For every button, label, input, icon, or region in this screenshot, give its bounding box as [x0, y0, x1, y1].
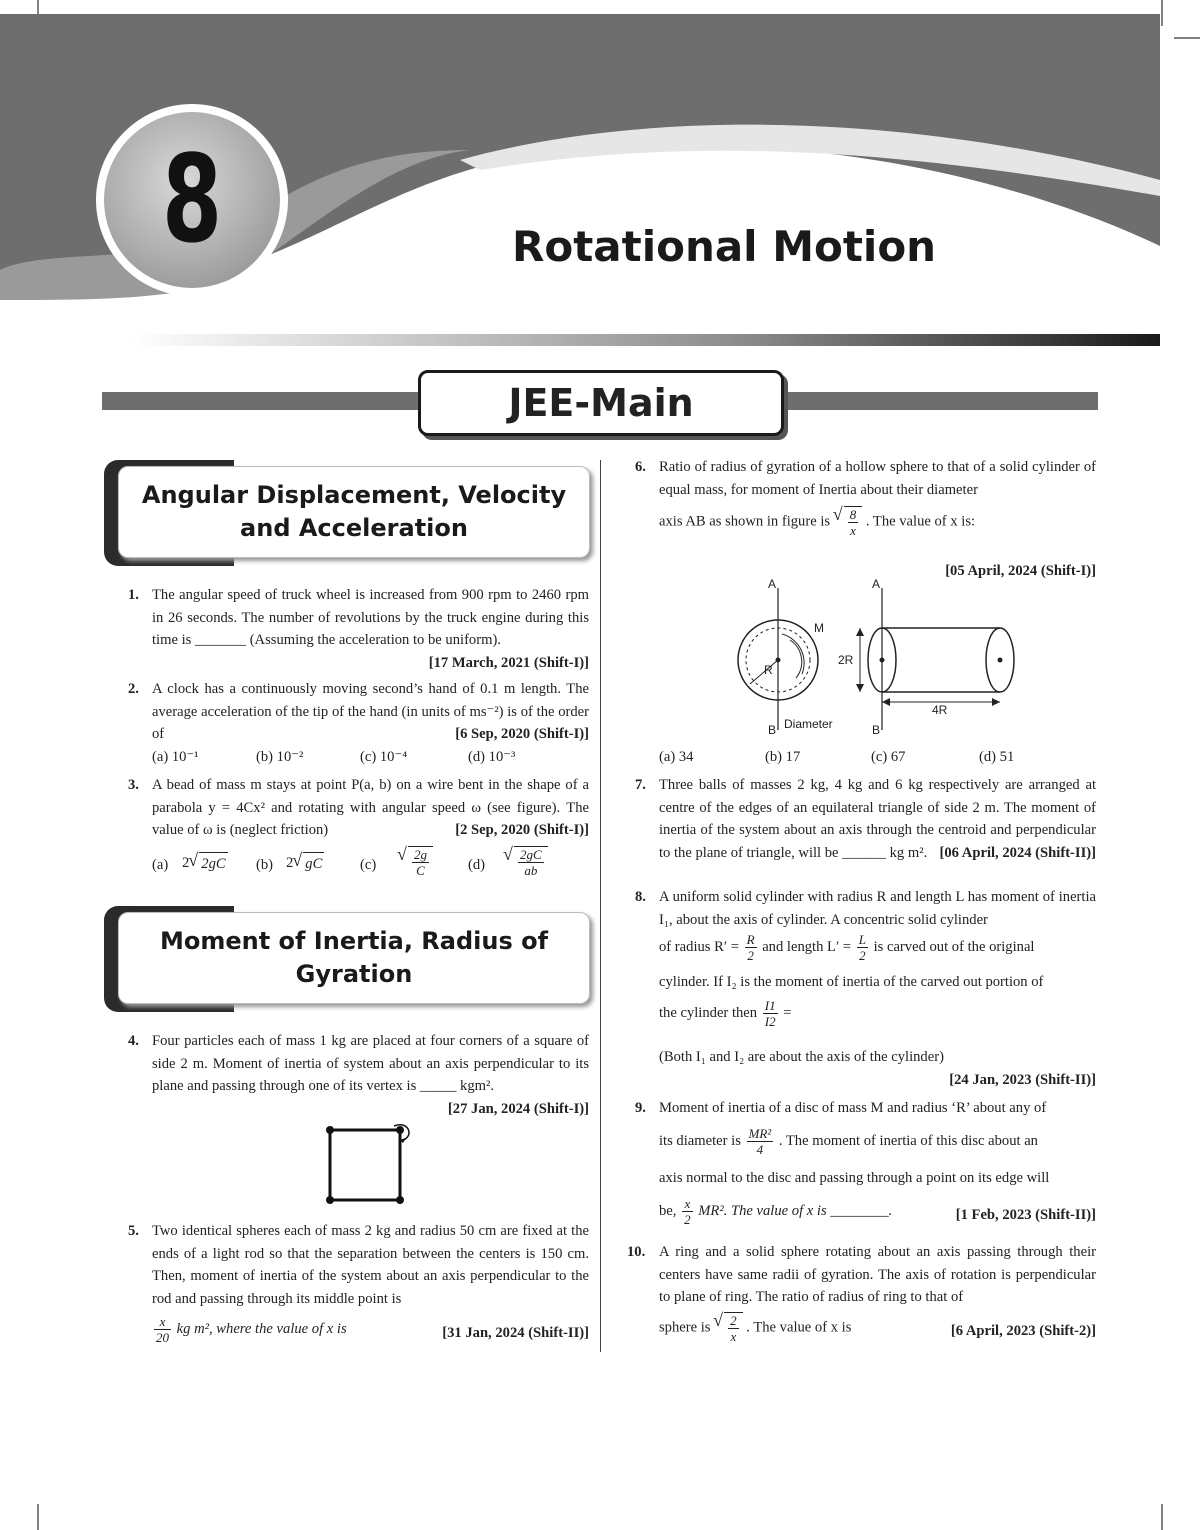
question-ref: [27 Jan, 2024 (Shift-I)]	[447, 1100, 589, 1117]
fraction-b: $\frac{x}{2}$	[684, 1196, 691, 1227]
question-ref: [17 March, 2021 (Shift-I)]	[428, 654, 589, 671]
fraction: $\frac{x}{20}$	[156, 1314, 169, 1345]
fraction-i: $\frac{I1}{I2}$	[764, 998, 776, 1029]
fraction-a: $\frac{\text{MR²}}{4}$	[748, 1126, 772, 1157]
section-header-moment	[104, 906, 592, 1014]
label-b-cylinder: B	[872, 723, 881, 737]
question-text: and length L′ =	[762, 938, 852, 955]
question-number: 7.	[635, 777, 646, 793]
option-b: (b) 10⁻²	[256, 749, 304, 765]
option-b: (b)	[256, 857, 274, 873]
question-ref: [6 April, 2023 (Shift-2)]	[950, 1323, 1096, 1339]
question-9-line3	[659, 1167, 1096, 1190]
question-text: The angular speed of truck wheel is increased from 900 rpm to 2460 rpm in 26 seconds. The number of revolutions by the truck engine during this time is _______ (Assuming the acceleration to be uniform).	[152, 587, 589, 648]
sphere-cylinder-figure	[720, 574, 1030, 740]
question-text: Four particles each of mass 1 kg are placed at four corners of a square of side 2 m. Moment of inertia of system about an axis perpendicular to its plane and passing through one of its vertex is _____ kgm².	[152, 1033, 589, 1094]
square-figure	[320, 1120, 416, 1208]
question-text: . The value of x is	[746, 1319, 852, 1336]
label-2r: 2R	[838, 653, 854, 667]
question-4	[128, 1030, 589, 1120]
question-8	[635, 886, 1096, 931]
question-5-tail	[152, 1314, 589, 1345]
question-9	[635, 1097, 1096, 1120]
column-divider	[600, 460, 601, 1352]
sqrt-fraction: √ $\frac{8}{x}$	[844, 506, 863, 538]
option-c: (c) 67	[871, 749, 906, 765]
option-c: (c) 10⁻⁴	[360, 749, 408, 765]
option-d: (d) 51	[979, 749, 1015, 765]
question-6-line2	[659, 506, 1096, 538]
question-text: A clock has a continuously moving second’s hand of 0.1 m length. The average acceleration of the tip of the hand (in units of ms⁻²) is of the order of	[152, 681, 589, 742]
section-header-angular	[104, 460, 592, 568]
question-text: cylinder. If I₂ is the moment of inertia of the carved out portion of	[659, 974, 1044, 990]
question-text: (Both I₁ and I₂ are about the axis of the cylinder)	[659, 1049, 944, 1065]
question-ref: [05 April, 2024 (Shift-I)]	[945, 563, 1096, 579]
question-text: A ring and a solid sphere rotating about an axis passing through their centers have same radii of gyration. The axis of rotation is perpendicular to plane of ring. The ratio of radius of ring to that of	[659, 1244, 1096, 1305]
question-8-line2	[659, 932, 1096, 963]
question-text: Ratio of radius of gyration of a hollow sphere to that of a solid cylinder of equal mass, for moment of Inertia about their diameter	[659, 459, 1096, 498]
question-text: Moment of inertia of a disc of mass M and radius ‘R’ about any of	[659, 1100, 1047, 1116]
question-text: Three balls of masses 2 kg, 4 kg and 6 kg respectively are arranged at centre of the edges of an equilateral triangle of side 2 m. The moment of inertia of the system about an axis through the centroid and perpendicular to the plane of triangle, will be ______ kg m².	[659, 777, 1096, 861]
question-ref: [6 Sep, 2020 (Shift-I)]	[455, 726, 589, 742]
option-d: (d)	[468, 857, 486, 873]
fraction-r: $\frac{R}{2}$	[746, 932, 755, 963]
question-text: sphere is	[659, 1319, 711, 1336]
question-text: the cylinder then	[659, 1004, 758, 1021]
question-number: 10.	[627, 1244, 646, 1260]
question-3-options	[152, 846, 589, 890]
label-diameter: Diameter	[784, 717, 833, 731]
crop-marks	[0, 1490, 1200, 1530]
option-a: (a)	[152, 857, 169, 873]
question-number: 5.	[128, 1223, 139, 1239]
option-c-value: √ $\frac{2g}{C}$	[398, 846, 433, 878]
question-ref: [24 Jan, 2023 (Shift-II)]	[949, 1071, 1096, 1088]
chapter-title: Rotational Motion	[512, 222, 937, 271]
question-9-line2	[659, 1126, 1096, 1157]
sqrt-fraction: √ $\frac{2}{x}$	[724, 1312, 743, 1344]
question-1	[128, 584, 589, 674]
label-a-sphere: A	[768, 577, 777, 591]
question-number: 6.	[635, 459, 646, 475]
question-10	[627, 1241, 1096, 1309]
exam-label: JEE-Main	[418, 370, 784, 436]
question-text: of radius R′ =	[659, 938, 739, 955]
question-text: MR². The value of x is ________.	[698, 1202, 893, 1219]
label-r: R	[764, 663, 773, 677]
question-ref: [1 Feb, 2023 (Shift-II)]	[955, 1207, 1096, 1223]
option-d: (d) 10⁻³	[468, 749, 516, 765]
question-3	[128, 774, 589, 842]
label-4r: 4R	[932, 703, 948, 717]
question-number: 8.	[635, 889, 646, 905]
label-a-cylinder: A	[872, 577, 881, 591]
question-8-line3	[659, 971, 1096, 994]
option-b: (b) 17	[765, 749, 801, 765]
option-a-value: 2√ 2gC	[182, 852, 228, 876]
question-text: be,	[659, 1202, 677, 1219]
option-c: (c)	[360, 857, 377, 873]
chapter-number: 8	[161, 130, 223, 270]
question-8-line5	[659, 1046, 1096, 1091]
fraction-l: $\frac{L}{2}$	[858, 932, 866, 963]
question-7	[635, 774, 1096, 864]
question-ref: [31 Jan, 2024 (Shift-II)]	[442, 1325, 589, 1341]
question-text: is carved out of the original	[873, 938, 1035, 955]
question-number: 4.	[128, 1033, 139, 1049]
question-ref: [06 April, 2024 (Shift-II)]	[939, 844, 1096, 861]
question-text: its diameter is	[659, 1132, 741, 1149]
question-number: 3.	[128, 777, 139, 793]
question-text: kg m², where the value of x is	[176, 1320, 347, 1337]
section-title: Moment of Inertia, Radius of Gyration	[118, 912, 590, 1004]
section-title: Angular Displacement, Velocity and Acceleration	[118, 466, 590, 558]
question-6-options	[659, 746, 1096, 768]
question-5	[128, 1220, 589, 1310]
label-m: M	[814, 621, 824, 635]
question-text: Two identical spheres each of mass 2 kg and radius 50 cm are fixed at the ends of a light rod so that the separation between the centers is 150 cm. Then, moment of inertia of the system about an axis perpendicular to the rod and passing through its middle point is	[152, 1223, 589, 1307]
question-text: axis AB as shown in figure is	[659, 513, 831, 530]
question-number: 1.	[128, 587, 139, 603]
question-text: A uniform solid cylinder with radius R and length L has moment of inertia I₁, about the axis of cylinder. A concentric solid cylinder	[659, 889, 1096, 928]
question-ref: [2 Sep, 2020 (Shift-I)]	[455, 822, 589, 838]
option-b-value: 2√ gC	[286, 852, 324, 876]
question-9-line4	[659, 1196, 1096, 1227]
question-6	[635, 456, 1096, 501]
label-b-sphere: B	[768, 723, 777, 737]
question-8-line4: the cylinder then $\frac{I1}{I2}$ =	[659, 998, 792, 1029]
question-number: 9.	[635, 1100, 646, 1116]
option-a: (a) 34	[659, 749, 694, 765]
question-2	[128, 678, 589, 746]
option-d-value: √ $\frac{2gC}{ab}$	[504, 846, 548, 878]
question-text: A bead of mass m stays at point P(a, b) on a wire bent in the shape of a parabola y = 4Cx² and rotating with angular speed ω (see figure). The value of ω is (neglect friction)	[152, 777, 589, 838]
question-text: . The value of x is:	[865, 513, 976, 530]
question-text: axis normal to the disc and passing through a point on its edge will	[659, 1170, 1050, 1186]
option-a: (a) 10⁻¹	[152, 749, 199, 765]
question-10-line2	[659, 1312, 1096, 1344]
question-text: . The moment of inertia of this disc about an	[778, 1132, 1038, 1149]
question-number: 2.	[128, 681, 139, 697]
